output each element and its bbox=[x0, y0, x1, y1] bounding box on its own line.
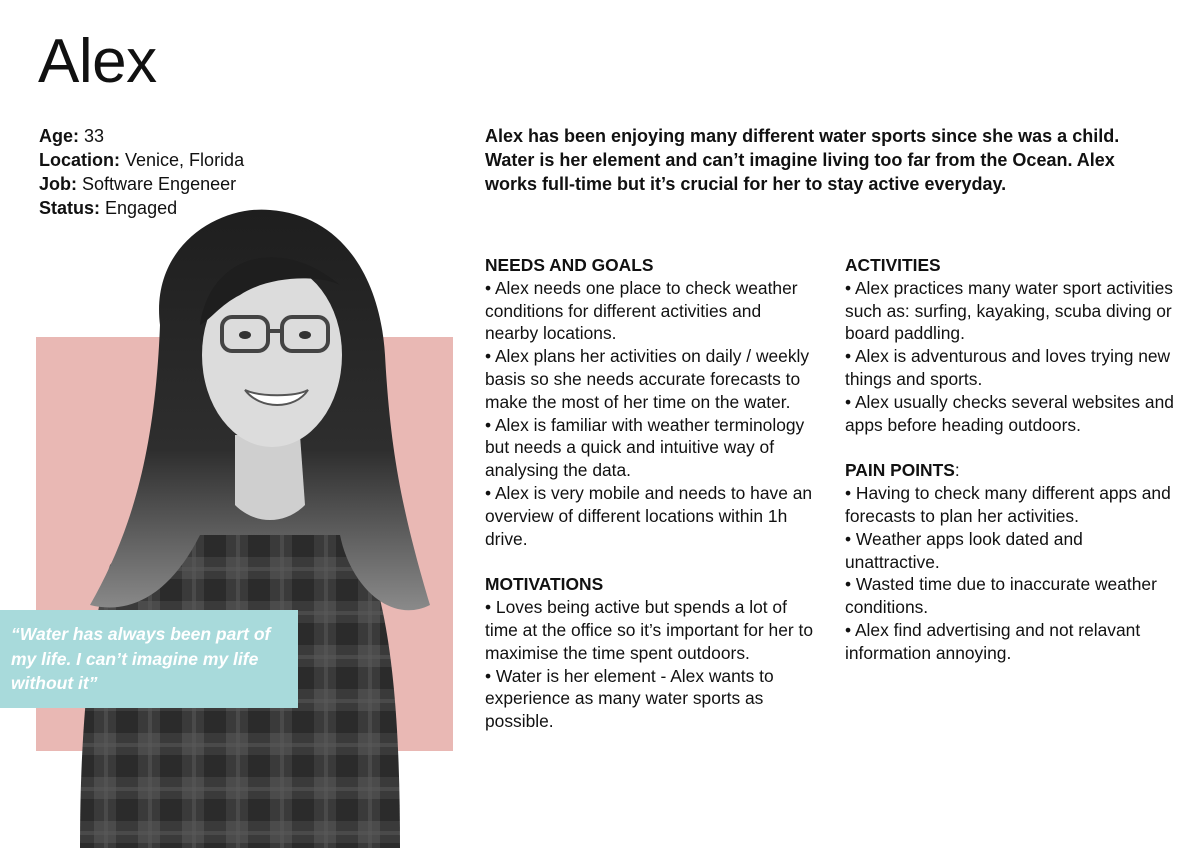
pain-points-section bbox=[845, 459, 1175, 664]
fact-value: Venice, Florida bbox=[125, 150, 245, 170]
quote-box bbox=[0, 610, 298, 708]
activities-list bbox=[845, 277, 1175, 437]
persona-quote: “Water has always been part of my life. I can’t imagine my life without it” bbox=[11, 624, 271, 693]
fact-age bbox=[39, 124, 244, 148]
section-title: MOTIVATIONS bbox=[485, 574, 604, 595]
list-item: • Wasted time due to inaccurate weather conditions. bbox=[845, 574, 1157, 618]
fact-location bbox=[39, 148, 244, 172]
fact-value: 33 bbox=[84, 126, 105, 146]
fact-value: Engaged bbox=[105, 198, 178, 218]
motivations-list bbox=[485, 596, 815, 733]
list-item: • Alex practices many water sport activities such as: surfing, kayaking, scuba diving or board paddling. bbox=[845, 277, 1173, 344]
list-item: • Loves being active but spends a lot of time at the office so it’s important for her to maximise the time spent outdoors. bbox=[485, 597, 814, 663]
motivations-section bbox=[485, 573, 815, 733]
section-title-wrap bbox=[845, 459, 1175, 482]
left-column bbox=[485, 254, 815, 756]
list-item: • Alex is familiar with weather terminology but needs a quick and intuitive way of analysing the data. bbox=[485, 414, 805, 481]
list-item: • Water is her element - Alex wants to experience as many water sports as possible. bbox=[485, 665, 774, 732]
section-title-suffix: : bbox=[954, 460, 960, 481]
fact-label: Status: bbox=[39, 198, 101, 218]
needs-goals-list bbox=[485, 277, 815, 551]
list-item: • Alex is adventurous and loves trying new things and sports. bbox=[845, 346, 1171, 389]
persona-portrait bbox=[50, 205, 440, 848]
list-item: • Having to check many different apps and forecasts to plan her activities. bbox=[845, 483, 1171, 526]
activities-section bbox=[845, 254, 1175, 436]
section-title: PAIN POINTS bbox=[845, 460, 955, 481]
list-item: • Alex needs one place to check weather conditions for different activities and nearby locations. bbox=[485, 277, 798, 344]
needs-goals-section bbox=[485, 254, 815, 550]
persona-intro: Alex has been enjoying many different water sports since she was a child. Water is her element and can’t imagine living too far from the Ocean. Alex works full-time but it’s crucial for her to stay active everyday. bbox=[485, 126, 1120, 194]
fact-value: Software Engeneer bbox=[82, 174, 237, 194]
list-item: • Alex usually checks several websites and apps before heading outdoors. bbox=[845, 391, 1174, 435]
list-item: • Alex is very mobile and needs to have an overview of different locations within 1h drive. bbox=[485, 482, 813, 549]
fact-label: Location: bbox=[39, 150, 120, 170]
list-item: • Alex plans her activities on daily / weekly basis so she needs accurate forecasts to make the most of her time on the water. bbox=[485, 346, 810, 412]
fact-job bbox=[39, 172, 244, 196]
fact-label: Age: bbox=[39, 126, 79, 146]
section-title: NEEDS AND GOALS bbox=[485, 255, 654, 275]
right-column bbox=[845, 254, 1175, 688]
pain-points-list bbox=[845, 482, 1175, 664]
fact-label: Job: bbox=[39, 174, 77, 194]
list-item: • Weather apps look dated and unattractive. bbox=[845, 528, 1083, 572]
section-title: ACTIVITIES bbox=[845, 255, 941, 275]
persona-name: Alex bbox=[38, 27, 157, 96]
list-item: • Alex find advertising and not relavant information annoying. bbox=[845, 619, 1141, 663]
